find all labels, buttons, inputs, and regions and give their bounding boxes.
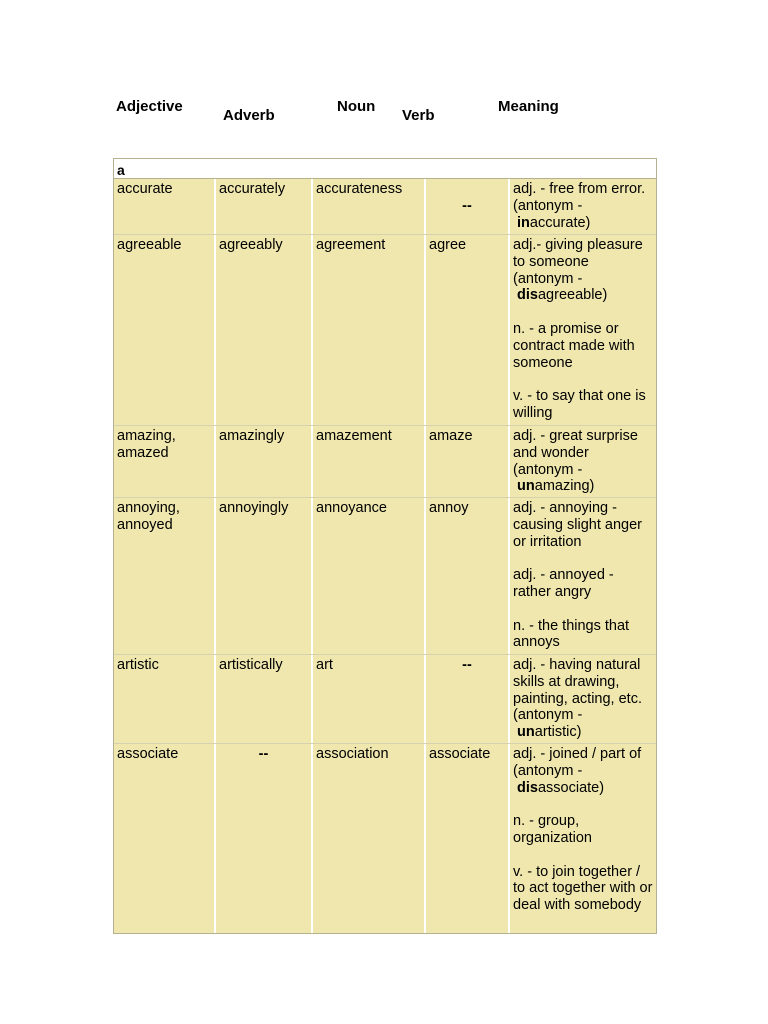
meaning-cell xyxy=(510,179,656,234)
table-body xyxy=(114,179,656,933)
antonym-prefix: dis xyxy=(517,779,538,796)
header-adjective: Adjective xyxy=(116,98,183,115)
meaning-line: adj. - having natural skills at drawing, painting, acting, etc. (antonym - xyxy=(513,657,647,724)
meaning-line: n. - the things that annoys xyxy=(513,617,634,651)
adjective-cell: amazing, amazed xyxy=(114,426,216,497)
meaning-line: disagreeable) xyxy=(517,287,608,304)
adverb-cell: amazingly xyxy=(216,426,313,497)
antonym-prefix: un xyxy=(517,478,535,495)
table-row xyxy=(114,743,656,933)
meaning-line: inaccurate) xyxy=(517,214,591,231)
meaning-line: adj. - great surprise and wonder (antonym - xyxy=(513,428,642,478)
header-meaning: Meaning xyxy=(498,98,559,115)
meaning-cell xyxy=(510,235,656,425)
header-verb: Verb xyxy=(402,107,435,124)
noun-cell: annoyance xyxy=(313,498,426,654)
antonym-prefix: in xyxy=(517,214,530,231)
meaning-spacer xyxy=(513,847,653,864)
meaning-cell xyxy=(510,655,656,743)
noun-cell: art xyxy=(313,655,426,743)
adverb-cell: artistically xyxy=(216,655,313,743)
adverb-cell: agreeably xyxy=(216,235,313,425)
meaning-spacer xyxy=(513,601,653,618)
adjective-cell: artistic xyxy=(114,655,216,743)
noun-cell: accurateness xyxy=(313,179,426,234)
meaning-spacer xyxy=(513,550,653,567)
meaning-cell xyxy=(510,426,656,497)
meaning-spacer xyxy=(513,371,653,388)
adverb-cell: annoyingly xyxy=(216,498,313,654)
meaning-spacer xyxy=(513,796,653,813)
header-noun: Noun xyxy=(337,98,376,115)
table-row xyxy=(114,497,656,654)
meaning-line: adj. - annoying - causing slight anger or irritation xyxy=(513,500,647,550)
verb-cell: annoy xyxy=(426,498,510,654)
meaning-line: adj.- giving pleasure to someone (antonym - xyxy=(513,237,647,287)
adjective-cell: accurate xyxy=(114,179,216,234)
adverb-cell: accurately xyxy=(216,179,313,234)
meaning-line: disassociate) xyxy=(517,779,605,796)
meaning-cell xyxy=(510,498,656,654)
verb-cell: -- xyxy=(426,179,510,234)
table-row xyxy=(114,179,656,234)
verb-cell: associate xyxy=(426,744,510,933)
adjective-cell: associate xyxy=(114,744,216,933)
adjective-cell: annoying, annoyed xyxy=(114,498,216,654)
word-forms-table xyxy=(113,158,657,934)
meaning-line: adj. - free from error. (antonym - xyxy=(513,181,650,214)
table-row xyxy=(114,425,656,497)
meaning-line: n. - group, organization xyxy=(513,813,592,846)
meaning-spacer xyxy=(513,304,653,321)
meaning-line: adj. - joined / part of (antonym - xyxy=(513,746,646,779)
noun-cell: association xyxy=(313,744,426,933)
verb-cell: amaze xyxy=(426,426,510,497)
adverb-cell: -- xyxy=(216,744,313,933)
meaning-line: n. - a promise or contract made with someone xyxy=(513,320,639,371)
verb-cell: -- xyxy=(426,655,510,743)
meaning-line: v. - to say that one is willing xyxy=(513,388,650,421)
meaning-line: unartistic) xyxy=(517,724,582,741)
verb-cell: agree xyxy=(426,235,510,425)
antonym-prefix: dis xyxy=(517,287,538,304)
section-letter: a xyxy=(114,159,656,179)
table-row xyxy=(114,234,656,425)
meaning-cell xyxy=(510,744,656,933)
meaning-line: unamazing) xyxy=(517,478,595,495)
noun-cell: agreement xyxy=(313,235,426,425)
header-adverb: Adverb xyxy=(223,107,275,124)
antonym-prefix: un xyxy=(517,724,535,741)
adjective-cell: agreeable xyxy=(114,235,216,425)
meaning-line: v. - to join together / to act together with or deal with somebody xyxy=(513,863,657,914)
meaning-line: adj. - annoyed - rather angry xyxy=(513,567,618,600)
table-row xyxy=(114,654,656,743)
noun-cell: amazement xyxy=(313,426,426,497)
